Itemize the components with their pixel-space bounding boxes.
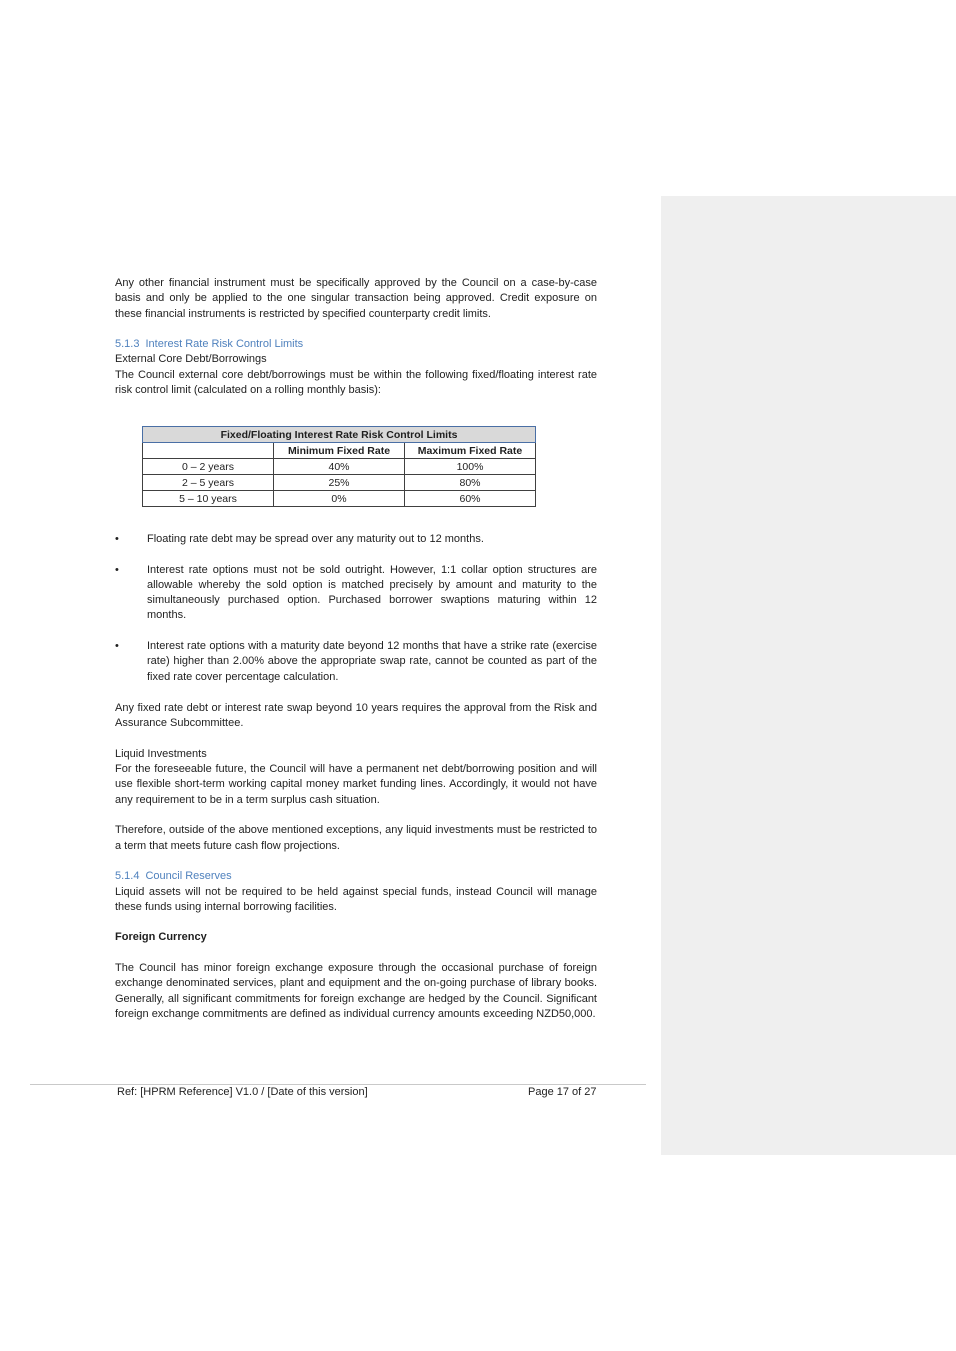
table-caption: Fixed/Floating Interest Rate Risk Control Limits <box>143 427 536 443</box>
list-item <box>115 639 597 685</box>
liquid-paragraph-2: Therefore, outside of the above mentioned exceptions, any liquid investments must be restricted to a term that meets future cash flow projections. <box>115 824 597 852</box>
table-cell: 2 – 5 years <box>143 475 274 491</box>
table-cell: 80% <box>405 475 536 491</box>
table-cell: 25% <box>274 475 405 491</box>
council-reserves-paragraph: Liquid assets will not be required to be held against special funds, instead Council will manage these funds using internal borrowing facilities. <box>115 885 597 913</box>
table-row <box>143 491 536 507</box>
list-item <box>115 563 597 624</box>
list-item-text: Interest rate options must not be sold outright. However, 1:1 collar option structures are allowable whereby the sold option is matched precisely by amount and maturity to the simultaneously purchased option. Purchased borrower swaptions maturing within 12 months. <box>147 563 597 622</box>
table-header-cell <box>143 443 274 459</box>
comment-margin-pane <box>661 196 956 1155</box>
swap-approval-paragraph: Any fixed rate debt or interest rate swap beyond 10 years requires the approval from the Risk and Assurance Subcommittee. <box>115 702 597 730</box>
foreign-currency-paragraph: The Council has minor foreign exchange exposure through the occasional purchase of foreign exchange denominated services, plant and equipment and the on-going purchase of library books. Generally, all significant commitments for foreign exchange are hedged by the Council. Significant foreign exchange commitments are defined as individual currency amounts exceeding NZD50,000. <box>115 962 597 1020</box>
table-cell: 5 – 10 years <box>143 491 274 507</box>
table-row <box>143 459 536 475</box>
foreign-currency-heading: Foreign Currency <box>115 931 207 944</box>
intro-paragraph: Any other financial instrument must be specifically approved by the Council on a case-by-case basis and only be applied to the one singular transaction being approved. Credit exposure on these financial instruments is restricted by specified counterparty credit limits. <box>115 277 597 320</box>
subheading-external-core-debt: External Core Debt/Borrowings <box>115 353 267 366</box>
section-heading-5-1-4 <box>115 869 597 884</box>
table-header-row <box>143 443 536 459</box>
footer-page-number: Page 17 of 27 <box>528 1086 597 1098</box>
section-title: Interest Rate Risk Control Limits <box>145 338 304 351</box>
bullet-icon: • <box>115 563 119 576</box>
risk-control-table <box>142 426 536 507</box>
section-title: Council Reserves <box>145 870 232 883</box>
body-top <box>115 276 597 398</box>
bullet-icon: • <box>115 640 119 653</box>
section-number: 5.1.3 <box>115 338 140 351</box>
bullet-icon: • <box>115 533 119 545</box>
table-cell: 40% <box>274 459 405 475</box>
table-cell: 0 – 2 years <box>143 459 274 475</box>
table-cell: 60% <box>405 491 536 507</box>
list-item <box>115 532 597 547</box>
bullet-list <box>115 532 597 700</box>
liquid-investments-heading: Liquid Investments <box>115 747 207 760</box>
section-heading-5-1-3 <box>115 337 597 352</box>
table-header-cell: Minimum Fixed Rate <box>274 443 405 459</box>
body-bottom <box>115 701 597 1022</box>
section-number: 5.1.4 <box>115 870 140 883</box>
liquid-paragraph-1: For the foreseeable future, the Council will have a permanent net debt/borrowing position and will use flexible short-term working capital money market funding lines. Accordingly, it would not have any requirement to be in a term surplus cash situation. <box>115 763 597 806</box>
interest-rate-paragraph: The Council external core debt/borrowings must be within the following fixed/floating interest rate risk control limit (calculated on a rolling monthly basis): <box>115 368 597 397</box>
table-cell: 0% <box>274 491 405 507</box>
list-item-text: Floating rate debt may be spread over any maturity out to 12 months. <box>147 533 484 545</box>
table-cell: 100% <box>405 459 536 475</box>
footer-reference: Ref: [HPRM Reference] V1.0 / [Date of this version] <box>117 1086 368 1098</box>
table-row <box>143 475 536 491</box>
list-item-text: Interest rate options with a maturity date beyond 12 months that have a strike rate (exercise rate) higher than 2.00% above the appropriate swap rate, cannot be counted as part of the fixed rate cover percentage calculation. <box>147 640 597 683</box>
table-header-cell: Maximum Fixed Rate <box>405 443 536 459</box>
